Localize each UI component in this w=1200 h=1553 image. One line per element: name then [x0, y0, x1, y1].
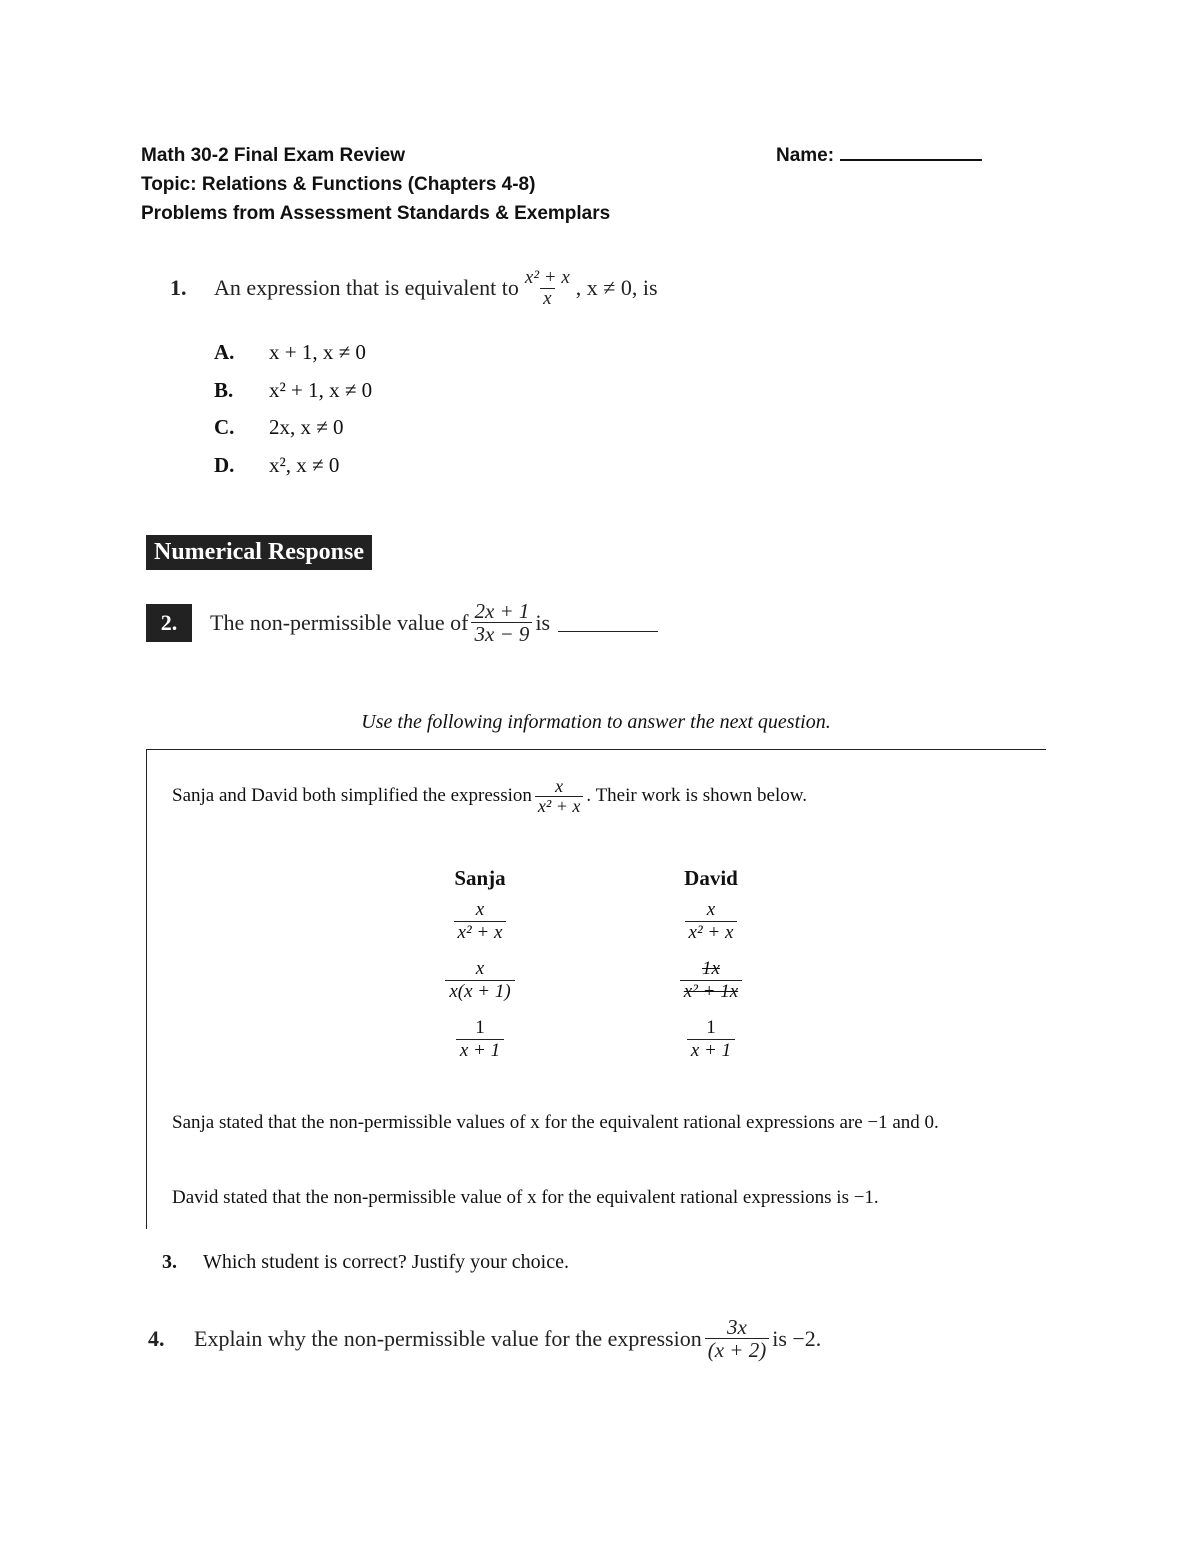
- question-text: The non-permissible value of: [210, 609, 469, 635]
- denominator: (x + 2): [705, 1338, 769, 1361]
- denominator: x(x + 1): [445, 980, 514, 1003]
- question-text: An expression that is equivalent to: [214, 275, 519, 301]
- question-1-options: [214, 334, 372, 484]
- question-text-end: is −2.: [772, 1325, 822, 1351]
- question-3: [162, 1251, 569, 1274]
- fraction: [522, 268, 573, 309]
- option-label: B.: [214, 377, 234, 402]
- option-d[interactable]: [214, 447, 372, 485]
- sanja-statement: Sanja stated that the non-permissible values of x for the equivalent rational expressions are −1 and 0.: [172, 1112, 939, 1133]
- denominator: 3x − 9: [471, 622, 532, 645]
- question-4: [148, 1316, 821, 1361]
- numerator: 3x: [727, 1315, 747, 1339]
- option-label: D.: [214, 452, 235, 477]
- numerator: x: [706, 899, 716, 920]
- question-text-end: is: [535, 609, 551, 635]
- option-label: C.: [214, 415, 235, 439]
- header-topic: Topic: Relations & Functions (Chapters 4-8): [141, 174, 536, 195]
- info-note: Use the following information to answer the next question.: [361, 711, 831, 733]
- numerator: 1: [706, 1017, 716, 1038]
- numerator: x: [475, 958, 485, 979]
- document-header: [141, 141, 610, 228]
- header-title: Math 30-2 Final Exam Review: [141, 145, 405, 166]
- info-box-top-border: [146, 749, 1046, 750]
- numerical-response-heading: Numerical Response: [146, 535, 372, 570]
- question-2: [146, 600, 658, 645]
- denominator: x² + x: [535, 796, 584, 816]
- option-a[interactable]: [214, 334, 372, 372]
- denominator: x + 1: [456, 1039, 504, 1062]
- denominator: x² + x: [454, 921, 507, 944]
- numerator: 2x + 1: [474, 599, 530, 623]
- david-work: [656, 866, 766, 1076]
- question-number-box: 2.: [146, 604, 192, 642]
- work-step: [656, 1017, 766, 1062]
- option-text: 2x, x ≠ 0: [269, 415, 344, 439]
- question-text: Explain why the non-permissible value for the expression: [194, 1325, 702, 1351]
- info-box-intro: [172, 777, 807, 816]
- info-box-left-border: [146, 749, 147, 1229]
- option-text: x², x ≠ 0: [269, 452, 340, 477]
- fraction: [471, 600, 532, 645]
- work-step-cancelled: [656, 958, 766, 1003]
- numerator: x² + x: [524, 267, 570, 288]
- option-c[interactable]: [214, 409, 372, 447]
- option-label: A.: [214, 340, 235, 364]
- work-step: [425, 1017, 535, 1062]
- david-statement: David stated that the non-permissible value of x for the equivalent rational expressions is −1.: [172, 1187, 879, 1208]
- question-1: [170, 268, 658, 309]
- question-number: 1.: [170, 275, 187, 301]
- fraction: [535, 777, 584, 816]
- question-text: Which student is correct? Justify your choice.: [203, 1251, 569, 1273]
- question-number: 4.: [148, 1325, 165, 1351]
- numerator: x: [475, 899, 485, 920]
- work-step: [425, 899, 535, 944]
- intro-text: Sanja and David both simplified the expression: [172, 785, 532, 807]
- work-step: [656, 899, 766, 944]
- denominator: x: [540, 288, 554, 309]
- intro-text-end: . Their work is shown below.: [586, 785, 808, 807]
- option-text: x² + 1, x ≠ 0: [269, 377, 373, 402]
- fraction: [705, 1316, 769, 1361]
- name-field: [776, 141, 982, 170]
- name-blank-line[interactable]: [840, 141, 982, 161]
- denominator: x² + x: [685, 921, 738, 944]
- denominator: x + 1: [687, 1039, 735, 1062]
- denominator: x² + 1x: [680, 980, 742, 1003]
- name-label: Name:: [776, 145, 835, 166]
- option-b[interactable]: [214, 372, 372, 410]
- option-text: x + 1, x ≠ 0: [269, 340, 366, 364]
- sanja-title: Sanja: [454, 866, 506, 890]
- question-number: 3.: [162, 1251, 177, 1273]
- numerator: x: [555, 776, 564, 796]
- work-step: [425, 958, 535, 1003]
- answer-blank[interactable]: [558, 613, 658, 632]
- numerator: 1: [475, 1017, 485, 1038]
- david-title: David: [684, 866, 738, 890]
- header-source: Problems from Assessment Standards & Exemplars: [141, 203, 611, 224]
- numerator: 1x: [702, 958, 720, 979]
- sanja-work: [425, 866, 535, 1076]
- question-text-end: , x ≠ 0, is: [575, 275, 658, 301]
